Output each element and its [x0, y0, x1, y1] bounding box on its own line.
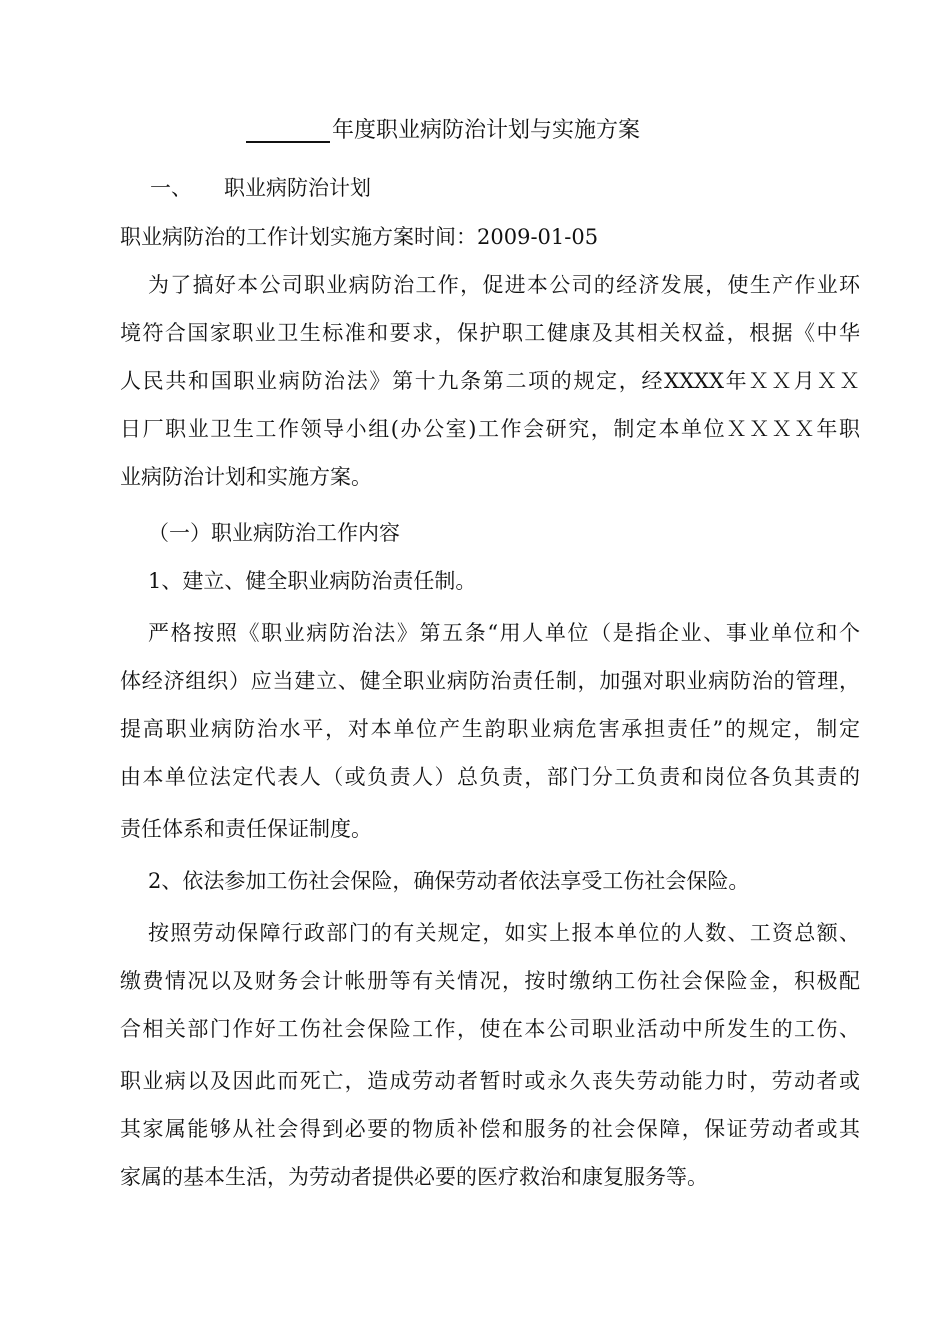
- paragraph-line: 职业病以及因此而死亡，造成劳动者暂时或永久丧失劳动能力时，劳动者或: [120, 1069, 860, 1093]
- section-heading: [150, 173, 890, 203]
- paragraph-line: 境符合国家职业卫生标准和要求，保护职工健康及其相关权益，根据《中华: [120, 321, 860, 345]
- item-heading: 1、建立、健全职业病防治责任制。: [148, 569, 477, 593]
- paragraph-line: 提高职业病防治水平，对本单位产生韵职业病危害承担责任”的规定，制定: [120, 717, 860, 741]
- paragraph-line: 责任体系和责任保证制度。: [120, 817, 372, 841]
- section-number: 一、: [150, 176, 192, 200]
- paragraph-line: 为了搞好本公司职业病防治工作，促进本公司的经济发展，使生产作业环: [148, 273, 860, 297]
- title-blank-underline: [246, 140, 330, 143]
- paragraph-line: 日厂职业卫生工作领导小组(办公室)工作会研究，制定本单位ＸＸＸＸ年职: [120, 417, 860, 441]
- paragraph-line: 按照劳动保障行政部门的有关规定，如实上报本单位的人数、工资总额、: [148, 921, 860, 945]
- paragraph-line: 人民共和国职业病防治法》第十九条第二项的规定，经XXXX年ＸＸ月ＸＸ: [120, 369, 860, 393]
- subsection-heading: （一）职业病防治工作内容: [148, 521, 400, 545]
- paragraph-line: 其家属能够从社会得到必要的物质补偿和服务的社会保障，保证劳动者或其: [120, 1117, 860, 1141]
- item-heading: 2、依法参加工伤社会保险，确保劳动者依法享受工伤社会保险。: [148, 869, 750, 893]
- paragraph-line: 缴费情况以及财务会计帐册等有关情况，按时缴纳工伤社会保险金，积极配: [120, 969, 860, 993]
- paragraph-line: 严格按照《职业病防治法》第五条“用人单位（是指企业、事业单位和个: [148, 621, 860, 645]
- paragraph-line: 由本单位法定代表人（或负责人）总负责，部门分工负责和岗位各负其责的: [120, 765, 860, 789]
- paragraph-line: 合相关部门作好工伤社会保险工作，使在本公司职业活动中所发生的工伤、: [120, 1017, 860, 1041]
- paragraph-line: 体经济组织）应当建立、健全职业病防治责任制，加强对职业病防治的管理，: [120, 669, 860, 693]
- title-text: 年度职业病防治计划与实施方案: [332, 118, 641, 143]
- paragraph-line: 家属的基本生活，为劳动者提供必要的医疗救治和康复服务等。: [120, 1165, 708, 1189]
- paragraph-line: 业病防治计划和实施方案。: [120, 465, 372, 489]
- document-title: [0, 116, 950, 146]
- section-title: 职业病防治计划: [224, 176, 371, 200]
- plan-time-line: 职业病防治的工作计划实施方案时间：2009-01-05: [120, 225, 599, 249]
